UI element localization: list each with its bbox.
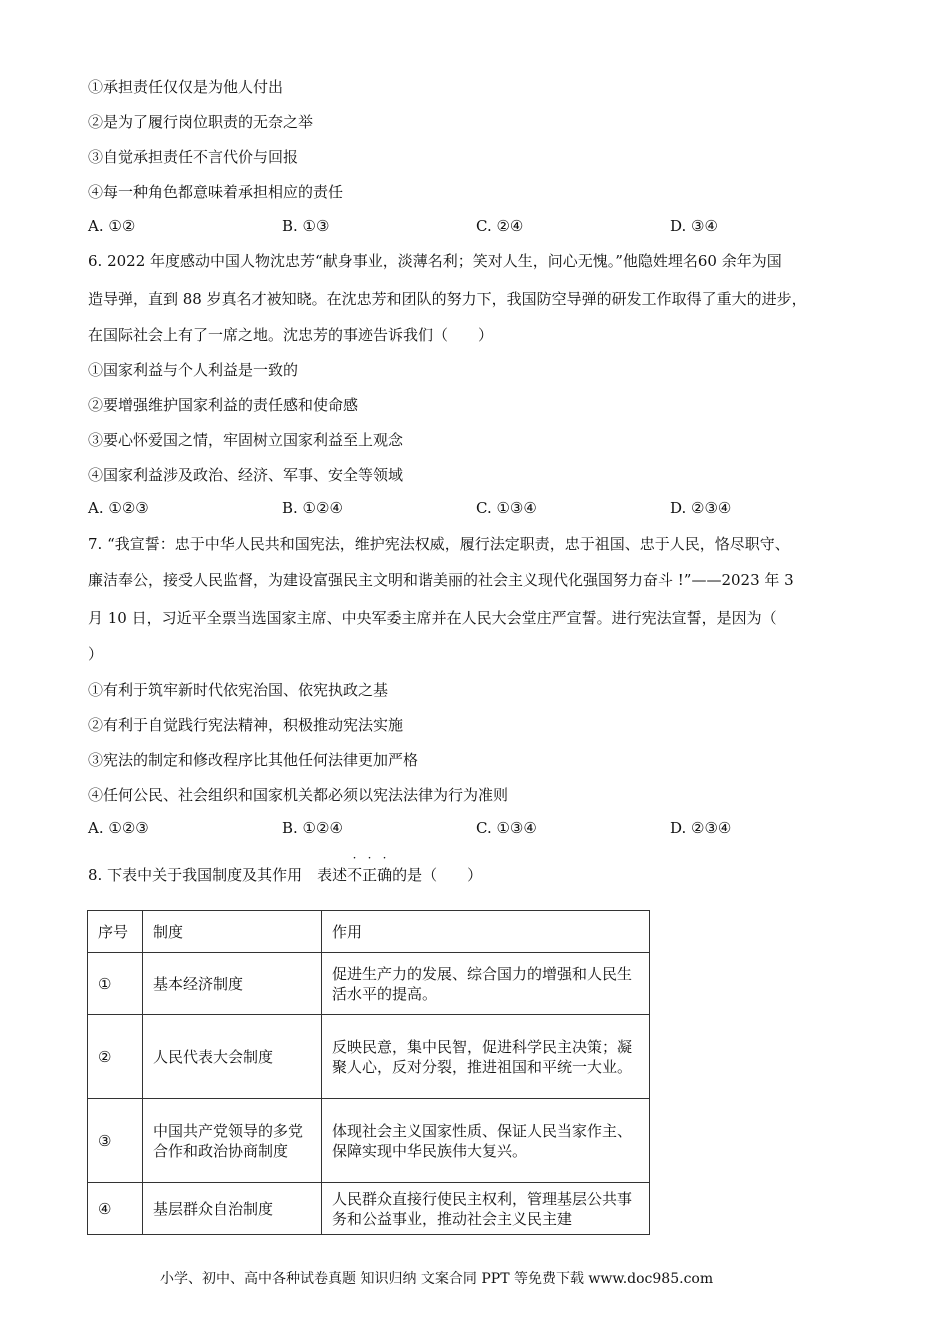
- table-cell-number: ③: [88, 1099, 143, 1183]
- q6-item-4: ④国家利益涉及政治、经济、军事、安全等领域: [88, 466, 404, 484]
- table-row: [88, 953, 650, 1015]
- q8-table: [87, 910, 650, 1235]
- table-cell-function: 反映民意，集中民智，促进科学民主决策；凝聚人心，反对分裂，推进祖国和平统一大业。: [322, 1015, 650, 1099]
- table-cell-system: 基本经济制度: [143, 953, 322, 1015]
- table-cell-system: 人民代表大会制度: [143, 1015, 322, 1099]
- q5-item-2: ②是为了履行岗位职责的无奈之举: [88, 113, 314, 131]
- q7-option-d: D. ②③④: [670, 819, 732, 837]
- q7-stem-line-4: ）: [88, 645, 104, 663]
- q6-item-1: ①国家利益与个人利益是一致的: [88, 361, 299, 379]
- table-row: [88, 1015, 650, 1099]
- table-cell-system: 基层群众自治制度: [143, 1183, 322, 1235]
- q6-option-c: C. ①③④: [476, 499, 537, 517]
- q7-option-c: C. ①③④: [476, 819, 537, 837]
- table-cell-function: 体现社会主义国家性质、保证人民当家作主、保障实现中华民族伟大复兴。: [322, 1099, 650, 1183]
- q7-option-a: A. ①②③: [88, 819, 149, 837]
- q6-stem-line-2: 造导弹，直到 88 岁真名才被知晓。在沈忠芳和团队的努力下，我国防空导弹的研发工作取得了重大的进步，: [88, 290, 807, 308]
- table-cell-number: ①: [88, 953, 143, 1015]
- q5-item-4: ④每一种角色都意味着承担相应的责任: [88, 183, 344, 201]
- q7-option-b: B. ①②④: [282, 819, 343, 837]
- q5-option-d: D. ③④: [670, 217, 718, 235]
- table-cell-number: ④: [88, 1183, 143, 1235]
- table-cell-function: 人民群众直接行使民主权利，管理基层公共事务和公益事业，推动社会主义民主建: [322, 1183, 650, 1235]
- header-cell-system: 制度: [143, 911, 322, 953]
- page-footer: 小学、初中、高中各种试卷真题 知识归纳 文案合同 PPT 等免费下载 www.doc985.com: [160, 1271, 714, 1287]
- q8-stem: [88, 851, 483, 885]
- q6-option-b: B. ①②④: [282, 499, 343, 517]
- q7-stem-line-3: 月 10 日，习近平全票当选国家主席、中央军委主席并在人民大会堂庄严宣誓。进行宪法宣誓，是因为（: [88, 609, 777, 627]
- table-row: [88, 1183, 650, 1235]
- q8-stem-before: 8. 下表中关于我国制度及其作用 表述: [88, 866, 348, 884]
- q6-item-3: ③要心怀爱国之情，牢固树立国家利益至上观念: [88, 431, 404, 449]
- emphasis-dots: · · ·: [352, 851, 387, 865]
- q6-stem-line-1: 6. 2022 年度感动中国人物沈忠芳“献身事业，淡薄名利；笑对人生，问心无愧。”他隐姓埋名60 余年为国: [88, 252, 782, 270]
- q6-option-a: A. ①②③: [88, 499, 149, 517]
- table-cell-system: 中国共产党领导的多党合作和政治协商制度: [143, 1099, 322, 1183]
- q8-stem-after: 的是（ ）: [392, 866, 483, 884]
- q5-item-3: ③自觉承担责任不言代价与回报: [88, 148, 299, 166]
- q7-stem-line-1: 7. “我宣誓：忠于中华人民共和国宪法，维护宪法权威，履行法定职责，忠于祖国、忠于人民，恪尽职守、: [88, 535, 790, 553]
- q6-item-2: ②要增强维护国家利益的责任感和使命感: [88, 396, 359, 414]
- q7-item-3: ③宪法的制定和修改程序比其他任何法律更加严格: [88, 751, 419, 769]
- q7-stem-line-2: 廉洁奉公，接受人民监督，为建设富强民主文明和谐美丽的社会主义现代化强国努力奋斗 !”——2023 年 3: [88, 571, 794, 589]
- q5-option-c: C. ②④: [476, 217, 524, 235]
- header-cell-function: 作用: [322, 911, 650, 953]
- q7-item-2: ②有利于自觉践行宪法精神，积极推动宪法实施: [88, 716, 404, 734]
- table-cell-number: ②: [88, 1015, 143, 1099]
- q5-option-b: B. ①③: [282, 217, 330, 235]
- q6-stem-line-3: 在国际社会上有了一席之地。沈忠芳的事迹告诉我们（ ）: [88, 326, 494, 344]
- table-row: [88, 1099, 650, 1183]
- q5-option-a: A. ①②: [88, 217, 136, 235]
- q7-item-1: ①有利于筑牢新时代依宪治国、依宪执政之基: [88, 681, 389, 699]
- header-cell-number: 序号: [88, 911, 143, 953]
- q8-stem-emphasis: · · · 不正确: [347, 851, 393, 884]
- table-cell-function: 促进生产力的发展、综合国力的增强和人民生活水平的提高。: [322, 953, 650, 1015]
- q6-option-d: D. ②③④: [670, 499, 732, 517]
- table-header-row: [88, 911, 650, 953]
- q7-item-4: ④任何公民、社会组织和国家机关都必须以宪法法律为行为准则: [88, 786, 509, 804]
- q5-item-1: ①承担责任仅仅是为他人付出: [88, 78, 284, 96]
